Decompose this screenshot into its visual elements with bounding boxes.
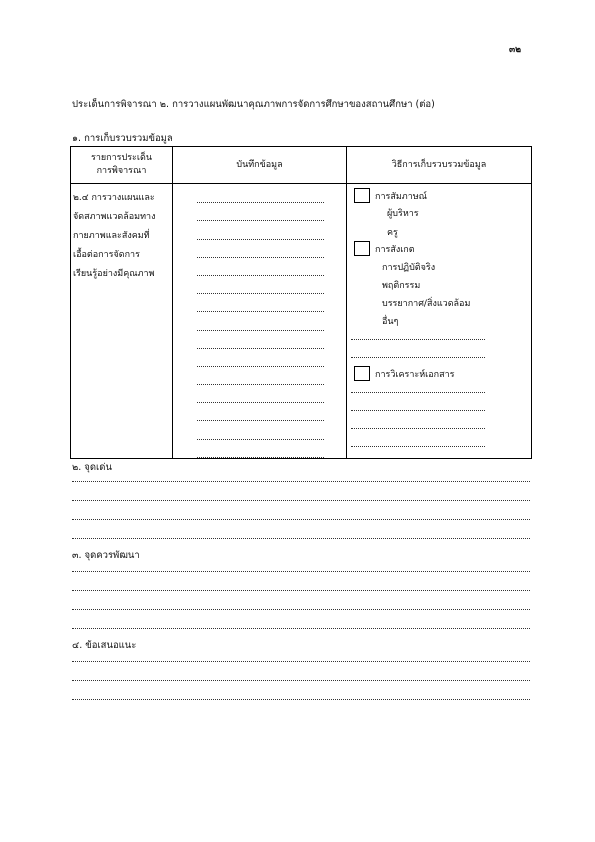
table-body-row (71, 184, 532, 459)
method-document (354, 366, 454, 381)
topic-line: ๒.๔ การวางแผนและ (73, 193, 155, 203)
section-data-collection-heading: ๑. การเก็บรวบรวมข้อมูล (72, 133, 173, 144)
header-topic-line2: การพิจารณา (96, 166, 147, 176)
record-fill-line[interactable] (197, 203, 324, 221)
method-fill-line[interactable] (351, 339, 485, 340)
header-record: บันทึกข้อมูล (173, 147, 347, 184)
record-fill-line[interactable] (197, 221, 324, 239)
method-observe (354, 241, 415, 256)
method-fill-line[interactable] (351, 357, 485, 358)
interview-label: การสัมภาษณ์ (375, 191, 428, 202)
record-fill-line[interactable] (197, 331, 324, 349)
strengths-line[interactable] (72, 538, 530, 539)
header-topic-line1: รายการประเด็น (91, 153, 152, 163)
observe-sub-environment: บรรยากาศ/สิ่งแวดล้อม (382, 299, 471, 309)
method-fill-line[interactable] (351, 428, 485, 429)
topic-line: จัดสภาพแวดล้อมทาง (73, 212, 156, 222)
record-fill-line[interactable] (197, 276, 324, 294)
strengths-line[interactable] (72, 500, 530, 501)
record-fill-line[interactable] (197, 403, 324, 421)
strengths-line[interactable] (72, 481, 530, 482)
section-suggestions-heading: ๔. ข้อเสนอแนะ (72, 640, 137, 651)
improvement-line[interactable] (72, 590, 530, 591)
topic-line: เรียนรู้อย่างมีคุณภาพ (73, 269, 155, 279)
suggestions-line[interactable] (72, 699, 530, 700)
observe-label: การสังเกต (375, 244, 415, 255)
interview-sub-administrator: ผู้บริหาร (387, 209, 419, 219)
record-fill-line[interactable] (197, 185, 324, 203)
document-checkbox[interactable] (354, 366, 370, 381)
observe-sub-behavior: พฤติกรรม (382, 281, 421, 291)
section-strengths-heading: ๒. จุดเด่น (72, 462, 112, 473)
document-label: การวิเคราะห์เอกสาร (375, 369, 455, 380)
strengths-line[interactable] (72, 519, 530, 520)
section-improvement-heading: ๓. จุดควรพัฒนา (72, 550, 140, 561)
page-number: ๓๒ (509, 45, 522, 55)
record-fill-line[interactable] (197, 258, 324, 276)
page-title: ประเด็นการพิจารณา ๒. การวางแผนพัฒนาคุณภาพการจัดการศึกษาของสถานศึกษา (ต่อ) (72, 99, 435, 110)
method-fill-line[interactable] (351, 446, 485, 447)
record-cell (173, 184, 347, 459)
observe-checkbox[interactable] (354, 241, 370, 256)
record-fill-line[interactable] (197, 349, 324, 367)
method-fill-line[interactable] (351, 410, 485, 411)
record-fill-line[interactable] (197, 440, 324, 458)
header-topic (71, 147, 173, 184)
method-fill-line[interactable] (351, 392, 485, 393)
record-fill-line[interactable] (197, 294, 324, 312)
record-fill-line[interactable] (197, 367, 324, 385)
observe-sub-other: อื่นๆ (382, 317, 399, 327)
method-cell (347, 184, 532, 459)
data-collection-table (70, 146, 532, 459)
table-header-row (71, 147, 532, 184)
record-lines (173, 184, 346, 458)
suggestions-line[interactable] (72, 680, 530, 681)
record-fill-line[interactable] (197, 312, 324, 330)
topic-line: กายภาพและสังคมที่ (73, 231, 150, 241)
topic-line: เอื้อต่อการจัดการ (73, 250, 140, 260)
topic-cell (71, 184, 173, 459)
improvement-line[interactable] (72, 609, 530, 610)
interview-sub-teacher: ครู (387, 228, 398, 238)
interview-checkbox[interactable] (354, 188, 370, 203)
header-method: วิธีการเก็บรวบรวมข้อมูล (347, 147, 532, 184)
record-fill-line[interactable] (197, 421, 324, 439)
record-fill-line[interactable] (197, 240, 324, 258)
observe-sub-practice: การปฏิบัติจริง (382, 263, 436, 273)
improvement-line[interactable] (72, 628, 530, 629)
suggestions-line[interactable] (72, 661, 530, 662)
method-interview (354, 188, 427, 203)
improvement-line[interactable] (72, 571, 530, 572)
record-fill-line[interactable] (197, 385, 324, 403)
